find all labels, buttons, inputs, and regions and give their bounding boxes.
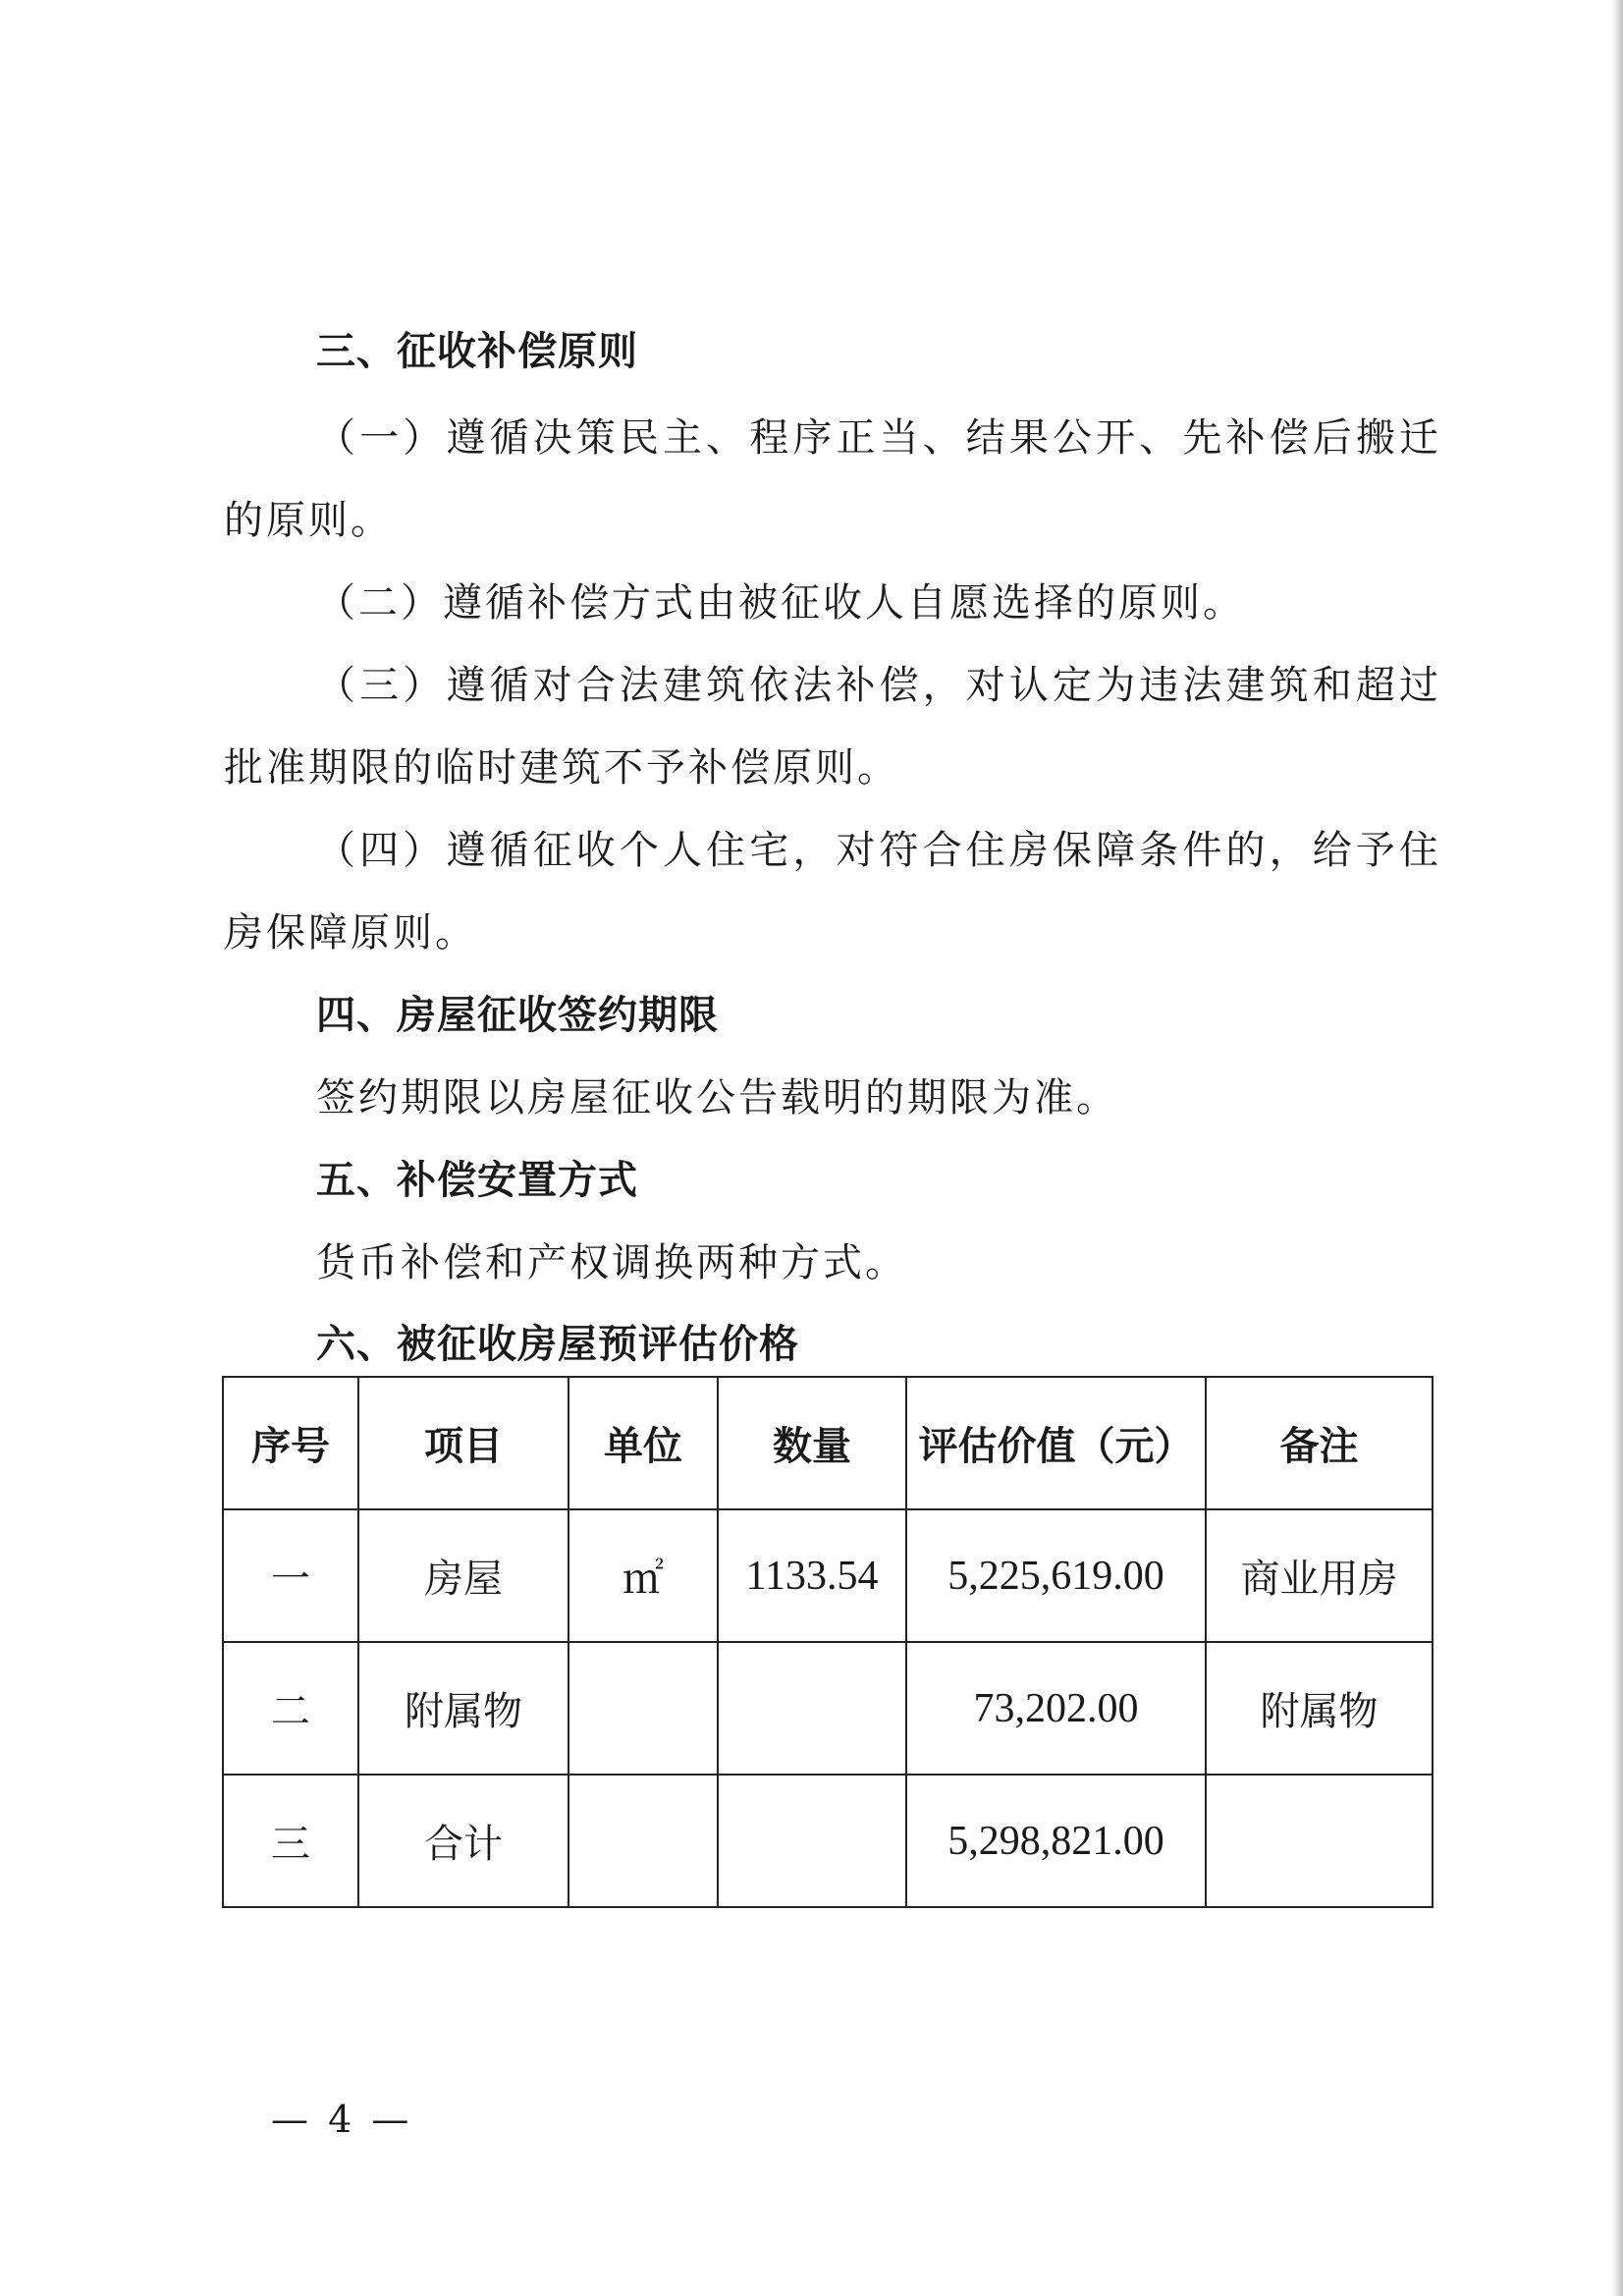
cell-index: 一 (223, 1509, 358, 1642)
table-row (223, 1642, 1433, 1775)
section-3-item-1: （一）遵循决策民主、程序正当、结果公开、先补偿后搬迁的原则。 (224, 415, 1441, 543)
header-value: 评估价值（元） (906, 1377, 1206, 1509)
cell-unit: ㎡ (568, 1509, 718, 1642)
cell-quantity (718, 1642, 906, 1775)
section-6-heading: 六、被征收房屋预评估价格 (316, 1322, 799, 1367)
page-number: — 4 — (271, 2098, 413, 2141)
table-header-row (223, 1377, 1433, 1509)
cell-item: 房屋 (358, 1509, 568, 1642)
cell-value: 73,202.00 (906, 1642, 1206, 1775)
table-row (223, 1775, 1433, 1907)
cell-quantity: 1133.54 (718, 1509, 906, 1642)
cell-remarks (1206, 1775, 1433, 1907)
header-index: 序号 (223, 1377, 358, 1509)
header-quantity: 数量 (718, 1377, 906, 1509)
table-row (223, 1509, 1433, 1642)
cell-unit (568, 1775, 718, 1907)
section-3-item-4: （四）遵循征收个人住宅，对符合住房保障条件的，给予住房保障原则。 (224, 828, 1441, 956)
header-item: 项目 (358, 1377, 568, 1509)
section-3-heading: 三、征收补偿原则 (316, 329, 638, 374)
cell-item: 合计 (358, 1775, 568, 1907)
cell-item: 附属物 (358, 1642, 568, 1775)
cell-index: 二 (223, 1642, 358, 1775)
header-remarks: 备注 (1206, 1377, 1433, 1509)
cell-quantity (718, 1775, 906, 1907)
section-3-item-2: （二）遵循补偿方式由被征收人自愿选择的原则。 (316, 580, 1245, 626)
scan-edge-shadow (1611, 0, 1623, 2296)
cell-unit (568, 1642, 718, 1775)
section-4-text: 签约期限以房屋征收公告载明的期限为准。 (316, 1075, 1118, 1121)
cell-remarks: 附属物 (1206, 1642, 1433, 1775)
section-5-text: 货币补偿和产权调换两种方式。 (316, 1240, 907, 1285)
cell-value: 5,225,619.00 (906, 1509, 1206, 1642)
section-5-heading: 五、补偿安置方式 (316, 1158, 638, 1203)
section-3-item-3: （三）遵循对合法建筑依法补偿，对认定为违法建筑和超过批准期限的临时建筑不予补偿原则。 (224, 663, 1441, 791)
section-4-heading: 四、房屋征收签约期限 (316, 993, 719, 1038)
cell-value: 5,298,821.00 (906, 1775, 1206, 1907)
valuation-table (222, 1376, 1434, 1908)
header-unit: 单位 (568, 1377, 718, 1509)
cell-remarks: 商业用房 (1206, 1509, 1433, 1642)
cell-index: 三 (223, 1775, 358, 1907)
